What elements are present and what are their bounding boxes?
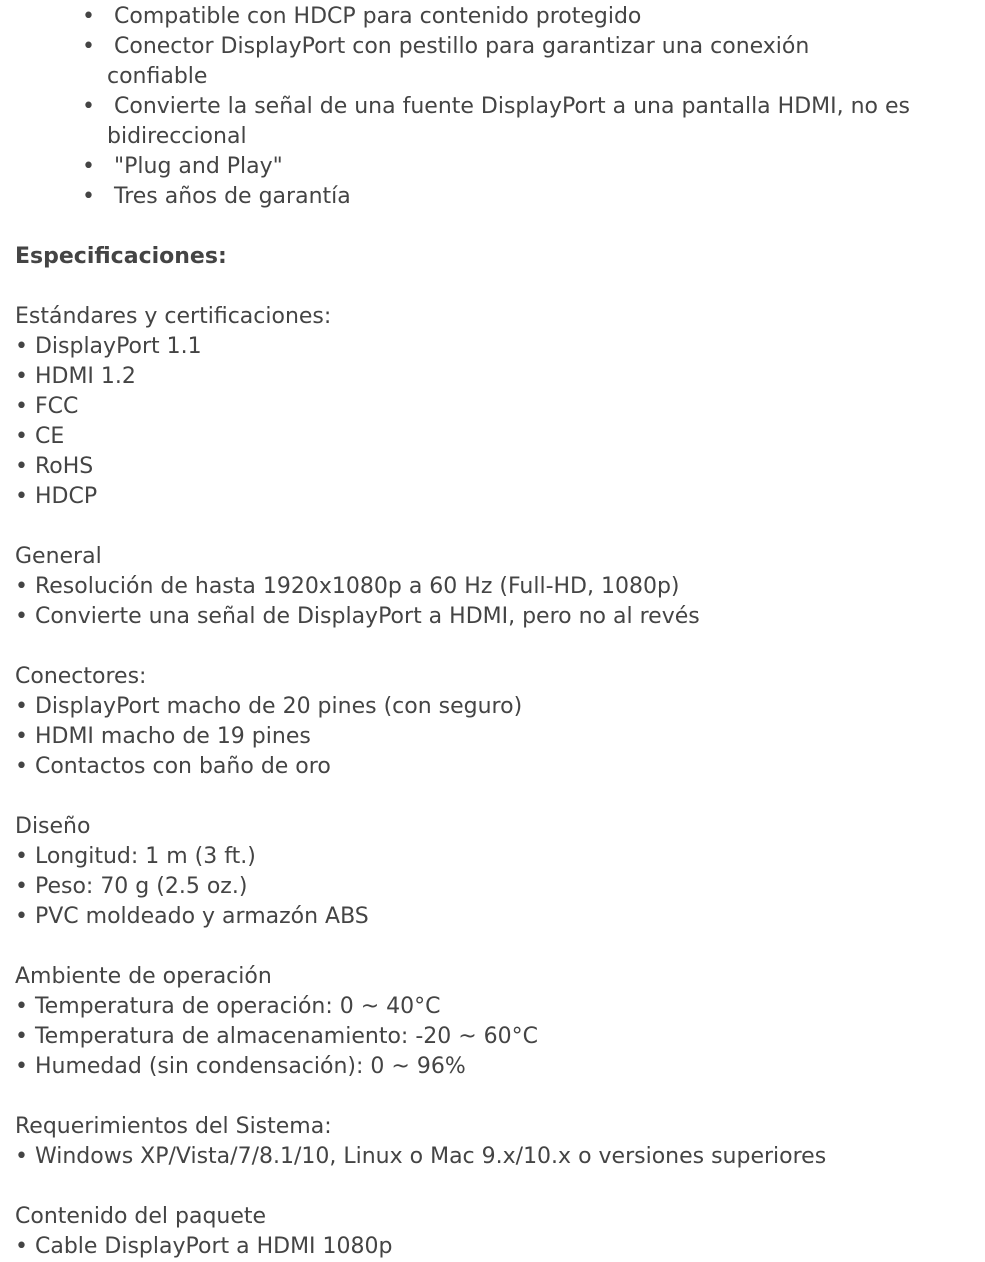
feature-text: Tres años de garantía bbox=[114, 184, 351, 209]
spec-item: • CE bbox=[15, 424, 65, 449]
feature-text: Convierte la señal de una fuente DisplayPort a una pantalla HDMI, no es bidireccional bbox=[107, 94, 910, 149]
spec-section-system-requirements bbox=[15, 1112, 980, 1172]
section-title: Contenido del paquete bbox=[15, 1204, 267, 1229]
feature-item bbox=[0, 2, 985, 32]
spec-item: • Temperatura de almacenamiento: -20 ~ 60°C bbox=[15, 1024, 539, 1049]
section-title: Diseño bbox=[15, 814, 91, 839]
spec-item: • FCC bbox=[15, 394, 79, 419]
specs-heading: Especificaciones: bbox=[15, 244, 227, 269]
feature-text: Conector DisplayPort con pestillo para garantizar una conexión confiable bbox=[107, 34, 810, 89]
spec-section-standards bbox=[15, 302, 980, 512]
feature-text: "Plug and Play" bbox=[114, 154, 283, 179]
spec-item: • HDMI macho de 19 pines bbox=[15, 724, 311, 749]
feature-list bbox=[0, 2, 985, 212]
spec-item: • Contactos con baño de oro bbox=[15, 754, 331, 779]
spec-item: • Humedad (sin condensación): 0 ~ 96% bbox=[15, 1054, 466, 1079]
bullet-icon: • bbox=[82, 154, 95, 179]
spec-item: • HDMI 1.2 bbox=[15, 364, 136, 389]
spec-item: • HDCP bbox=[15, 484, 98, 509]
spec-item: • Peso: 70 g (2.5 oz.) bbox=[15, 874, 248, 899]
section-title: Conectores: bbox=[15, 664, 147, 689]
spec-section-design bbox=[15, 812, 980, 932]
bullet-icon: • bbox=[82, 34, 95, 59]
bullet-icon: • bbox=[82, 4, 95, 29]
feature-item bbox=[0, 92, 985, 152]
feature-item bbox=[0, 32, 985, 92]
spec-section-general bbox=[15, 542, 980, 632]
bullet-icon: • bbox=[82, 94, 95, 119]
spec-section-environment bbox=[15, 962, 980, 1082]
bullet-icon: • bbox=[82, 184, 95, 209]
spec-section-connectors bbox=[15, 662, 980, 782]
spec-section-package-contents bbox=[15, 1202, 980, 1262]
feature-item bbox=[0, 182, 985, 212]
spec-item: • DisplayPort 1.1 bbox=[15, 334, 202, 359]
spec-item: • Windows XP/Vista/7/8.1/10, Linux o Mac 9.x/10.x o versiones superiores bbox=[15, 1144, 827, 1169]
feature-item bbox=[0, 152, 985, 182]
spec-item: • Resolución de hasta 1920x1080p a 60 Hz (Full-HD, 1080p) bbox=[15, 574, 680, 599]
section-title: Requerimientos del Sistema: bbox=[15, 1114, 332, 1139]
section-title: Estándares y certificaciones: bbox=[15, 304, 332, 329]
spec-item: • Convierte una señal de DisplayPort a HDMI, pero no al revés bbox=[15, 604, 700, 629]
specifications bbox=[15, 242, 980, 1262]
spec-item: • PVC moldeado y armazón ABS bbox=[15, 904, 369, 929]
spec-item: • DisplayPort macho de 20 pines (con seguro) bbox=[15, 694, 523, 719]
spec-item: • Cable DisplayPort a HDMI 1080p bbox=[15, 1234, 393, 1259]
section-title: General bbox=[15, 544, 102, 569]
spec-item: • Temperatura de operación: 0 ~ 40°C bbox=[15, 994, 441, 1019]
feature-text: Compatible con HDCP para contenido protegido bbox=[114, 4, 642, 29]
section-title: Ambiente de operación bbox=[15, 964, 272, 989]
spec-item: • Longitud: 1 m (3 ft.) bbox=[15, 844, 256, 869]
spec-item: • RoHS bbox=[15, 454, 94, 479]
